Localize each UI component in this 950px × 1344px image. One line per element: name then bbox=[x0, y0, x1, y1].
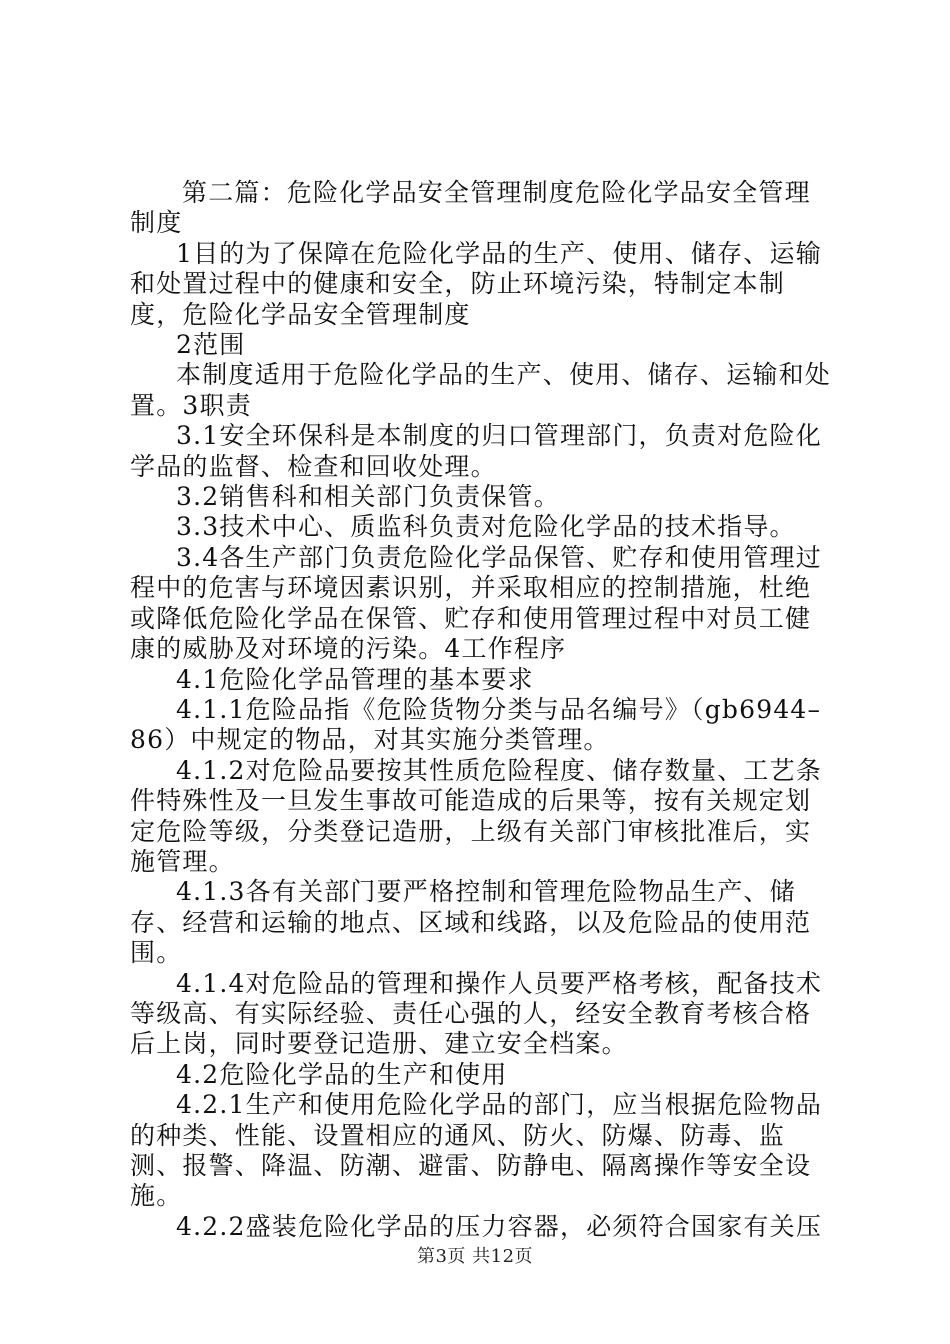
paragraph-4-2-2: 4.2.2盛装危险化学品的压力容器，必须符合国家有关压 bbox=[176, 1211, 823, 1241]
paragraph-4-2: 4.2危险化学品的生产和使用 bbox=[176, 1059, 508, 1089]
paragraph-4-1-4: 4.1.4对危险品的管理和操作人员要严格考核，配备技术等级高、有实际经验、责任心强的人，经安全教育考核合格后上岗，同时要登记造册、建立安全档案。 bbox=[130, 968, 823, 1059]
paragraph-scope-heading: 2范围 bbox=[176, 330, 246, 360]
paragraph-3-4: 3.4各生产部门负责危险化学品保管、贮存和使用管理过程中的危害与环境因素识别，并采取相应的控制措施，杜绝或降低危险化学品在保管、贮存和使用管理过程中对员工健康的威胁及对环境的污染。4工作程序 bbox=[130, 542, 822, 664]
paragraph-4-1-1: 4.1.1危险品指《危险货物分类与品名编号》（gb6944–86）中规定的物品，对其实施分类管理。 bbox=[130, 694, 822, 755]
paragraph-4-1-2: 4.1.2对危险品要按其性质危险程度、储存数量、工艺条件特殊性及一旦发生事故可能造成的后果等，按有关规定划定危险等级，分类登记造册，上级有关部门审核批准后，实施管理。 bbox=[130, 755, 823, 876]
section-heading: 第二篇：危险化学品安全管理制度危险化学品安全管理制度 bbox=[130, 178, 811, 238]
document-body bbox=[130, 178, 834, 1242]
page-footer bbox=[0, 1242, 950, 1268]
paragraph-3-3: 3.3技术中心、质监科负责对危险化学品的技术指导。 bbox=[176, 512, 796, 542]
paragraph-3-1: 3.1安全环保科是本制度的归口管理部门，负责对危险化学品的监督、检查和回收处理。 bbox=[130, 421, 822, 481]
paragraph-4-2-1: 4.2.1生产和使用危险化学品的部门，应当根据危险物品的种类、性能、设置相应的通风、防火、防爆、防毒、监测、报警、降温、防潮、避雷、防静电、隔离操作等安全设施。 bbox=[130, 1090, 823, 1211]
paragraph-4-1-3: 4.1.3各有关部门要严格控制和管理危险物品生产、储存、经营和运输的地点、区域和线路，以及危险品的使用范围。 bbox=[130, 877, 812, 968]
page-number: 第3页 共12页 bbox=[416, 1246, 534, 1267]
paragraph-4-1: 4.1危险化学品管理的基本要求 bbox=[176, 664, 534, 694]
paragraph-scope: 本制度适用于危险化学品的生产、使用、储存、运输和处置。3职责 bbox=[130, 360, 832, 420]
paragraph-3-2: 3.2销售科和相关部门负责保管。 bbox=[176, 482, 560, 512]
paragraph-purpose: 1目的为了保障在危险化学品的生产、使用、储存、运输和处置过程中的健康和安全，防止环境污染，特制定本制度，危险化学品安全管理制度 bbox=[130, 238, 822, 329]
